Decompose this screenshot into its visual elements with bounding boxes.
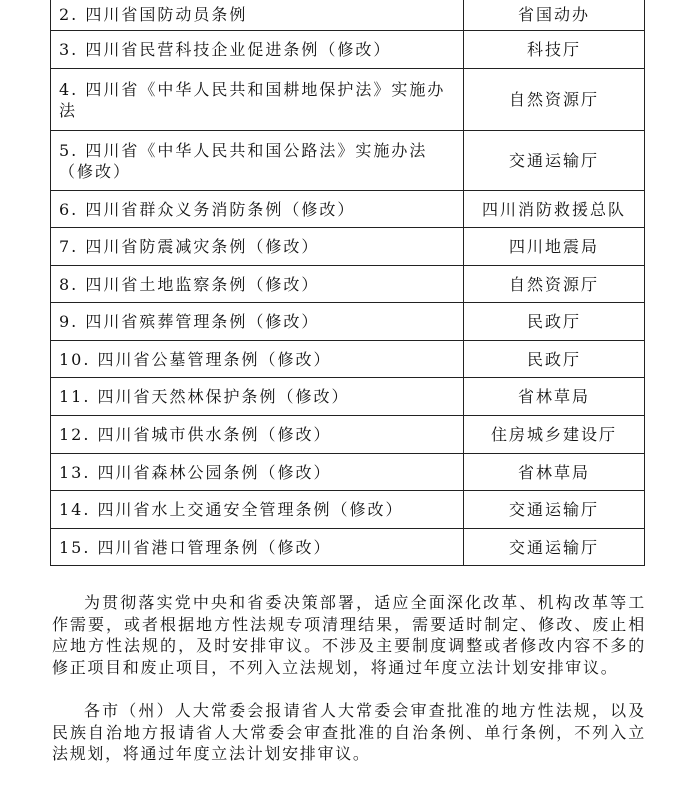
responsible-department: 四川消防救援总队 xyxy=(464,191,645,228)
body-paragraph-local-regulations: 各市（州）人大常委会报请省人大常委会审查批准的地方性法规，以及民族自治地方报请省人大常委会审查批准的自治条例、单行条例，不列入立法规划，将通过年度立法计划安排审议。 xyxy=(52,701,646,763)
table-row xyxy=(51,491,645,529)
body-paragraph-annual-plan: 为贯彻落实党中央和省委决策部署，适应全面深化改革、机构改革等工作需要，或者根据地方性法规专项清理结果，需要适时制定、修改、废止相应地方性法规的，及时安排审议。不涉及主要制度调整或者修改内容不多的修正项目和废止项目，不列入立法规划，将通过年度立法计划安排审议。 xyxy=(52,593,646,677)
regulation-name: 5. 四川省《中华人民共和国公路法》实施办法（修改） xyxy=(51,131,464,191)
regulation-name: 8. 四川省土地监察条例（修改） xyxy=(51,266,464,303)
responsible-department: 民政厅 xyxy=(464,341,645,378)
regulation-name: 14. 四川省水上交通安全管理条例（修改） xyxy=(51,491,464,529)
regulation-name: 11. 四川省天然林保护条例（修改） xyxy=(51,378,464,416)
regulation-name: 6. 四川省群众义务消防条例（修改） xyxy=(51,191,464,228)
legislation-table xyxy=(50,0,645,566)
table-row xyxy=(51,416,645,454)
regulation-name: 10. 四川省公墓管理条例（修改） xyxy=(51,341,464,378)
regulation-name: 4. 四川省《中华人民共和国耕地保护法》实施办法 xyxy=(51,69,464,131)
regulation-name: 13. 四川省森林公园条例（修改） xyxy=(51,454,464,491)
responsible-department: 科技厅 xyxy=(464,31,645,69)
responsible-department: 交通运输厅 xyxy=(464,529,645,566)
regulation-name: 3. 四川省民营科技企业促进条例（修改） xyxy=(51,31,464,69)
responsible-department: 交通运输厅 xyxy=(464,491,645,529)
regulation-name: 2. 四川省国防动员条例 xyxy=(51,0,464,31)
regulation-name: 7. 四川省防震减灾条例（修改） xyxy=(51,228,464,266)
responsible-department: 住房城乡建设厅 xyxy=(464,416,645,454)
table-row xyxy=(51,529,645,566)
responsible-department: 省林草局 xyxy=(464,378,645,416)
regulation-name: 12. 四川省城市供水条例（修改） xyxy=(51,416,464,454)
responsible-department: 交通运输厅 xyxy=(464,131,645,191)
table-row xyxy=(51,0,645,31)
table-row xyxy=(51,303,645,341)
table-row xyxy=(51,191,645,228)
responsible-department: 四川地震局 xyxy=(464,228,645,266)
responsible-department: 民政厅 xyxy=(464,303,645,341)
responsible-department: 自然资源厅 xyxy=(464,69,645,131)
table-row xyxy=(51,131,645,191)
responsible-department: 省国动办 xyxy=(464,0,645,31)
regulation-name: 9. 四川省殡葬管理条例（修改） xyxy=(51,303,464,341)
responsible-department: 省林草局 xyxy=(464,454,645,491)
table-row xyxy=(51,266,645,303)
table-row xyxy=(51,228,645,266)
responsible-department: 自然资源厅 xyxy=(464,266,645,303)
table-row xyxy=(51,341,645,378)
regulation-name: 15. 四川省港口管理条例（修改） xyxy=(51,529,464,566)
table-row xyxy=(51,69,645,131)
table-row xyxy=(51,31,645,69)
table-row xyxy=(51,454,645,491)
table-row xyxy=(51,378,645,416)
